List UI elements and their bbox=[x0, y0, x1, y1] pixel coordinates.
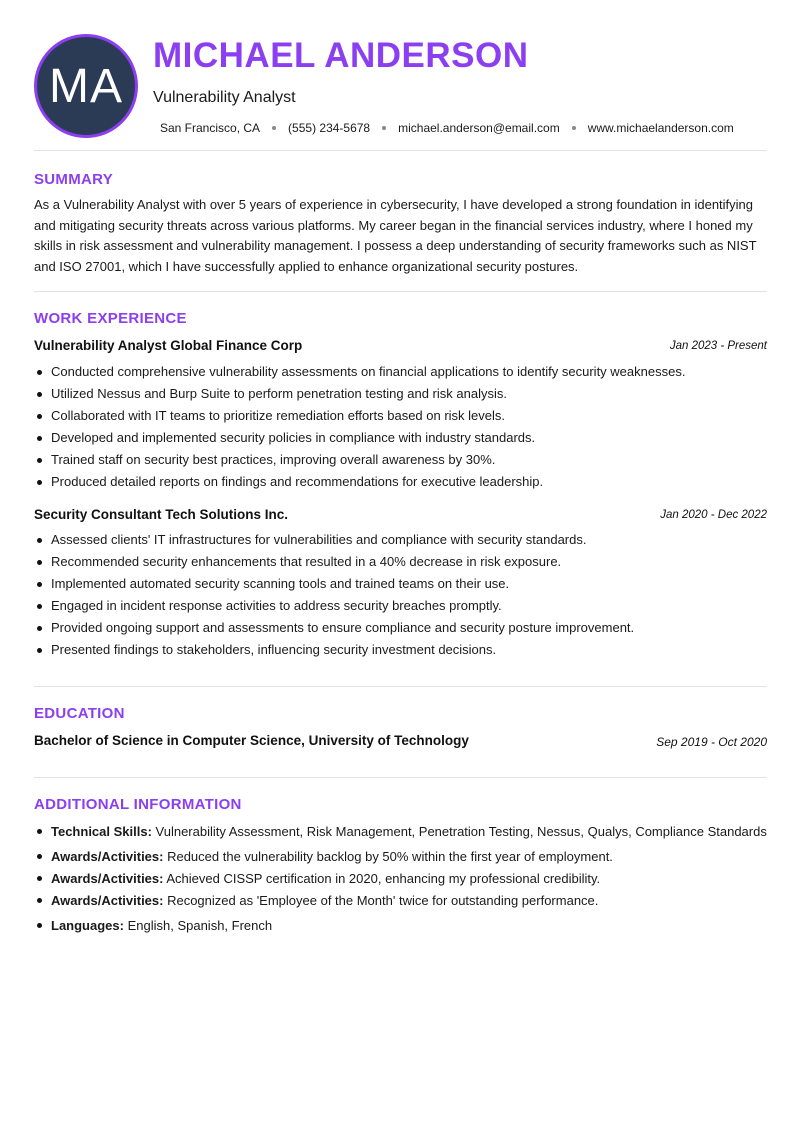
job-header bbox=[34, 338, 767, 356]
separator-dot-icon bbox=[272, 126, 276, 130]
additional-info-heading: ADDITIONAL INFORMATION bbox=[34, 796, 242, 813]
education-dates: Sep 2019 - Oct 2020 bbox=[656, 735, 767, 749]
info-text: Recognized as 'Employee of the Month' twice for outstanding performance. bbox=[163, 893, 599, 908]
list-item bbox=[34, 822, 767, 841]
info-text: Achieved CISSP certification in 2020, enhancing my professional credibility. bbox=[163, 871, 601, 886]
education-degree: Bachelor of Science in Computer Science, University of Technology bbox=[34, 733, 469, 748]
list-item bbox=[34, 869, 767, 888]
job-bullets bbox=[34, 363, 767, 495]
list-item bbox=[34, 916, 767, 935]
list-item bbox=[34, 847, 767, 866]
job-title: Vulnerability Analyst bbox=[153, 89, 296, 106]
job-header bbox=[34, 507, 767, 525]
list-item: Engaged in incident response activities to address security breaches promptly. bbox=[34, 597, 767, 619]
avatar-initials: MA bbox=[49, 59, 123, 113]
list-item: Collaborated with IT teams to prioritize remediation efforts based on risk levels. bbox=[34, 407, 767, 429]
job-dates: Jan 2020 - Dec 2022 bbox=[660, 509, 767, 521]
info-text: English, Spanish, French bbox=[123, 918, 273, 933]
list-item: Produced detailed reports on findings and recommendations for executive leadership. bbox=[34, 473, 767, 495]
contact-email[interactable]: michael.anderson@email.com bbox=[398, 121, 560, 135]
job-role-company: Vulnerability Analyst Global Finance Corp bbox=[34, 338, 303, 353]
list-item: Presented findings to stakeholders, influencing security investment decisions. bbox=[34, 641, 767, 663]
info-label: Awards/Activities: bbox=[51, 871, 164, 886]
list-item: Utilized Nessus and Burp Suite to perform penetration testing and risk analysis. bbox=[34, 385, 767, 407]
list-item: Recommended security enhancements that resulted in a 40% decrease in risk exposure. bbox=[34, 553, 767, 575]
separator-dot-icon bbox=[572, 126, 576, 130]
list-item: Provided ongoing support and assessments to ensure compliance and security posture improvement. bbox=[34, 619, 767, 641]
info-label: Languages: bbox=[51, 918, 124, 933]
job-dates: Jan 2023 - Present bbox=[669, 340, 767, 352]
info-label: Technical Skills: bbox=[51, 824, 152, 839]
divider bbox=[34, 777, 767, 778]
info-text: Reduced the vulnerability backlog by 50% within the first year of employment. bbox=[163, 849, 613, 864]
info-label: Awards/Activities: bbox=[51, 893, 164, 908]
additional-info-list bbox=[34, 822, 767, 941]
list-item: Developed and implemented security policies in compliance with industry standards. bbox=[34, 429, 767, 451]
job-bullets bbox=[34, 531, 767, 663]
separator-dot-icon bbox=[382, 126, 386, 130]
contact-phone: (555) 234-5678 bbox=[288, 121, 371, 135]
list-item: Implemented automated security scanning tools and trained teams on their use. bbox=[34, 575, 767, 597]
job-role-company: Security Consultant Tech Solutions Inc. bbox=[34, 507, 289, 522]
info-text: Vulnerability Assessment, Risk Management, Penetration Testing, Nessus, Qualys, Compliance Standards bbox=[151, 824, 767, 839]
work-experience-heading: WORK EXPERIENCE bbox=[34, 310, 187, 327]
education-heading: EDUCATION bbox=[34, 705, 125, 722]
list-item: Assessed clients' IT infrastructures for vulnerabilities and compliance with security standards. bbox=[34, 531, 767, 553]
list-item bbox=[34, 891, 767, 910]
divider bbox=[34, 686, 767, 687]
avatar bbox=[34, 34, 138, 138]
contact-info bbox=[160, 121, 734, 135]
list-item: Trained staff on security best practices, improving overall awareness by 30%. bbox=[34, 451, 767, 473]
contact-location: San Francisco, CA bbox=[160, 121, 261, 135]
divider bbox=[34, 150, 767, 151]
candidate-name: MICHAEL ANDERSON bbox=[153, 36, 529, 75]
summary-text: As a Vulnerability Analyst with over 5 years of experience in cybersecurity, I have developed a strong foundation in identifying and mitigating security threats across various platforms. My career began in the financial services industry, where I honed my skills in risk assessment and vulnerability management. I possess a deep understanding of security frameworks such as NIST and ISO 27001, which I have successfully applied to enhance organizational security postures. bbox=[34, 197, 757, 274]
summary-heading: SUMMARY bbox=[34, 171, 114, 188]
divider bbox=[34, 291, 767, 292]
contact-website[interactable]: www.michaelanderson.com bbox=[587, 121, 734, 135]
info-label: Awards/Activities: bbox=[51, 849, 164, 864]
education-entry bbox=[34, 733, 767, 753]
list-item: Conducted comprehensive vulnerability assessments on financial applications to identify security weaknesses. bbox=[34, 363, 767, 385]
